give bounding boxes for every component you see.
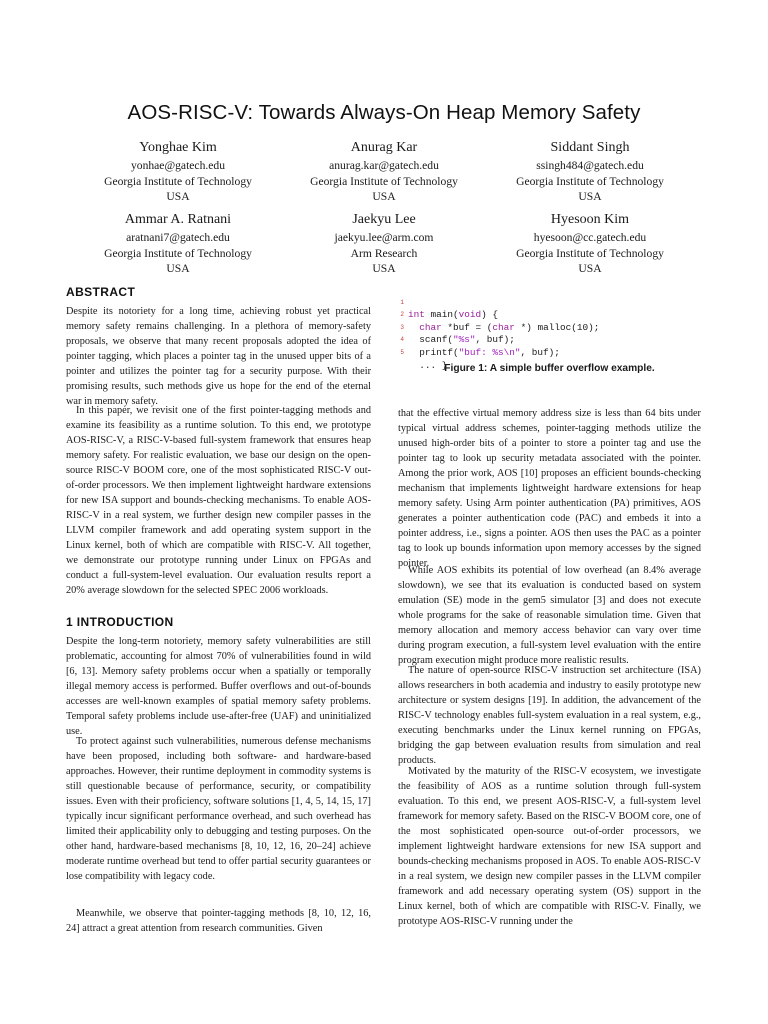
author-affiliation: Georgia Institute of Technology <box>310 174 458 188</box>
author-block <box>68 139 288 205</box>
body-paragraph: that the effective virtual memory address size is less than 64 bits under typical virtual address schemes, pointer-tagging methods utilize the unused high-order bits of a pointer to store a pointer tag and use the pointer tag to look up security metadata associated with the pointer. Among the prior work, AOS [10] proposes an efficient bounds-checking mechanism that implements lightweight hardware extensions for heap memory safety. Using Arm pointer authentication (PA) primitives, AOS generates a pointer authentication code (PAC) and embeds it into a pointer address, i.e., signs a pointer. AOS then uses the PAC as a pointer tag to look up bounds information upon memory accesses by the signed pointer. <box>398 408 701 569</box>
author-name: Hyesoon Kim <box>550 212 630 227</box>
author-name: Jaekyu Lee <box>352 212 416 227</box>
author-block <box>480 139 700 205</box>
line-number: 5 <box>400 348 404 356</box>
line-number: 3 <box>400 323 404 331</box>
body-paragraph: The nature of open-source RISC-V instruction set architecture (ISA) allows researchers in both academia and industry to easily prototype new architecture or system designs [19]. In addition, the advancement of the RISC-V technology enables full-system evaluation in a real system, e.g., executing benchmarks under the Linux kernel running on FPGAs, bridging the gap between evaluation results from simulation and real products. <box>398 665 701 766</box>
author-email: hyesoon@cc.gatech.edu <box>533 231 647 244</box>
author-affiliation: Georgia Institute of Technology <box>104 174 252 188</box>
line-number: 1 <box>400 298 404 306</box>
body-paragraph: While AOS exhibits its potential of low overhead (an 8.4% average slowdown), we see that its evaluation is conducted based on system emulation (SE) mode in the gem5 simulator [3] and does not execute whole programs for the sake of reasonable simulation time. Given that memory allocation and memory access behavior can vary over time during program execution, a full-system level evaluation with the entire program execution might produce more realistic results. <box>398 565 701 666</box>
author-country: USA <box>578 262 602 275</box>
author-email: anurag.kar@gatech.edu <box>329 159 439 172</box>
abstract-paragraph: In this paper, we revisit one of the first pointer-tagging methods and examine its feasibility as a runtime solution. To this end, we prototype AOS-RISC-V, a RISC-V-based full-system framework that ensures heap memory safety. For realistic evaluation, we base our design on the open-source RISC-V BOOM core, one of the most sophisticated RISC-V out-of-order processors. We then implement lightweight hardware extensions for new ISA support and bounds-checking mechanisms. To enable AOS-RISC-V in a real system, we further design new compiler passes in the LLVM compiler framework and add operating system support in the Linux kernel, both of which are compatible with RISC-V. All together, we demonstrate our prototype running under Linux on FPGAs and conduct a full-system-level evaluation. Our evaluation results report a 20% average slowdown for the selected SPEC 2006 workloads. <box>66 405 371 596</box>
paper-title: AOS-RISC-V: Towards Always-On Heap Memory Safety <box>127 101 641 124</box>
author-country: USA <box>372 190 396 203</box>
author-email: yonhae@gatech.edu <box>130 159 226 172</box>
author-name: Anurag Kar <box>350 140 418 155</box>
introduction-heading: 1 INTRODUCTION <box>66 615 174 629</box>
line-number: 4 <box>400 336 404 344</box>
author-country: USA <box>372 262 396 275</box>
author-affiliation: Georgia Institute of Technology <box>516 174 664 188</box>
intro-paragraph: Meanwhile, we observe that pointer-tagging methods [8, 10, 12, 16, 24] attract a great attention from research communities. Given <box>66 908 371 934</box>
author-affiliation: Georgia Institute of Technology <box>104 246 252 260</box>
author-name: Yonghae Kim <box>139 140 217 155</box>
author-block <box>68 211 288 277</box>
author-email: ssingh484@gatech.edu <box>536 159 644 172</box>
author-block <box>480 211 700 277</box>
author-country: USA <box>166 190 190 203</box>
author-country: USA <box>578 190 602 203</box>
code-text: char *buf = (char *) malloc(10); <box>419 321 600 333</box>
author-block <box>274 211 494 277</box>
code-text: scanf("%s", buf); <box>408 334 515 346</box>
intro-paragraph: To protect against such vulnerabilities, numerous defense mechanisms have been proposed, including both software- and hardware-based approaches. However, their runtime deployment in commodity systems is still questionable because of performance, security, or compatibility issues. Even with their proficiency, software solutions [1, 4, 5, 14, 15, 17] typically incur significant performance overhead, and such overhead has limited their applicability only to debugging and testing purposes. On the other hand, hardware-based mechanisms [8, 10, 12, 16, 20–24] achieve moderate runtime overhead but tend to offer partial security guarantees or lose compatibility with legacy code. <box>66 736 371 882</box>
author-affiliation: Arm Research <box>350 246 418 260</box>
code-text: printf("buf: %s\n", buf); <box>408 346 560 358</box>
code-text: ... } <box>408 359 448 371</box>
intro-paragraph: Despite the long-term notoriety, memory safety vulnerabilities are still problematic, accounting for almost 70% of vulnerabilities found in wild [6, 13]. Memory safety problems occur when a spatially or temporally illegal memory access is performed. Buffer overflows and out-of-bounds accesses are well-known examples of spatial memory safety problems. Temporal safety problems include use-after-free (UAF) and uninitialized use. <box>66 636 371 737</box>
author-block <box>274 139 494 205</box>
abstract-paragraph: Despite its notoriety for a long time, achieving robust yet practical memory safety remains challenging. In a plethora of memory-safety proposals, we observe that many recent proposals adopted the idea of pointer tagging, which places a pointer tag in the unused upper bits of a pointer and utilizes the pointer tag for a security purpose. With their promising results, such methods give us hope for the end of the eternal war in memory safety. <box>66 306 371 407</box>
author-country: USA <box>166 262 190 275</box>
abstract-heading: ABSTRACT <box>66 285 136 299</box>
code-text: int main(void) { <box>408 309 499 321</box>
line-number: 2 <box>400 311 404 319</box>
author-email: aratnani7@gatech.edu <box>126 231 230 244</box>
figure-caption: Figure 1: A simple buffer overflow example. <box>444 363 655 374</box>
author-name: Ammar A. Ratnani <box>124 212 232 227</box>
code-line <box>398 284 698 321</box>
author-email: jaekyu.lee@arm.com <box>334 231 434 244</box>
author-affiliation: Georgia Institute of Technology <box>516 246 664 260</box>
body-paragraph: Motivated by the maturity of the RISC-V ecosystem, we investigate the feasibility of AOS as a runtime solution through full-system evaluation. To this end, we present AOS-RISC-V, a full-system level framework for memory safety. Based on the RISC-V BOOM core, one of the most sophisticated open-source out-of-order processors, we implement lightweight hardware extensions for new ISA support and bounds-checking mechanisms proposed in AOS. To enable AOS-RISC-V in a real system, we design new compiler passes in the LLVM compiler framework and add necessary operating system (OS) support in the Linux kernel, both of which are compatible with RISC-V. Finally, we prototype AOS-RISC-V running under the <box>398 766 701 927</box>
author-name: Siddant Singh <box>550 140 630 155</box>
